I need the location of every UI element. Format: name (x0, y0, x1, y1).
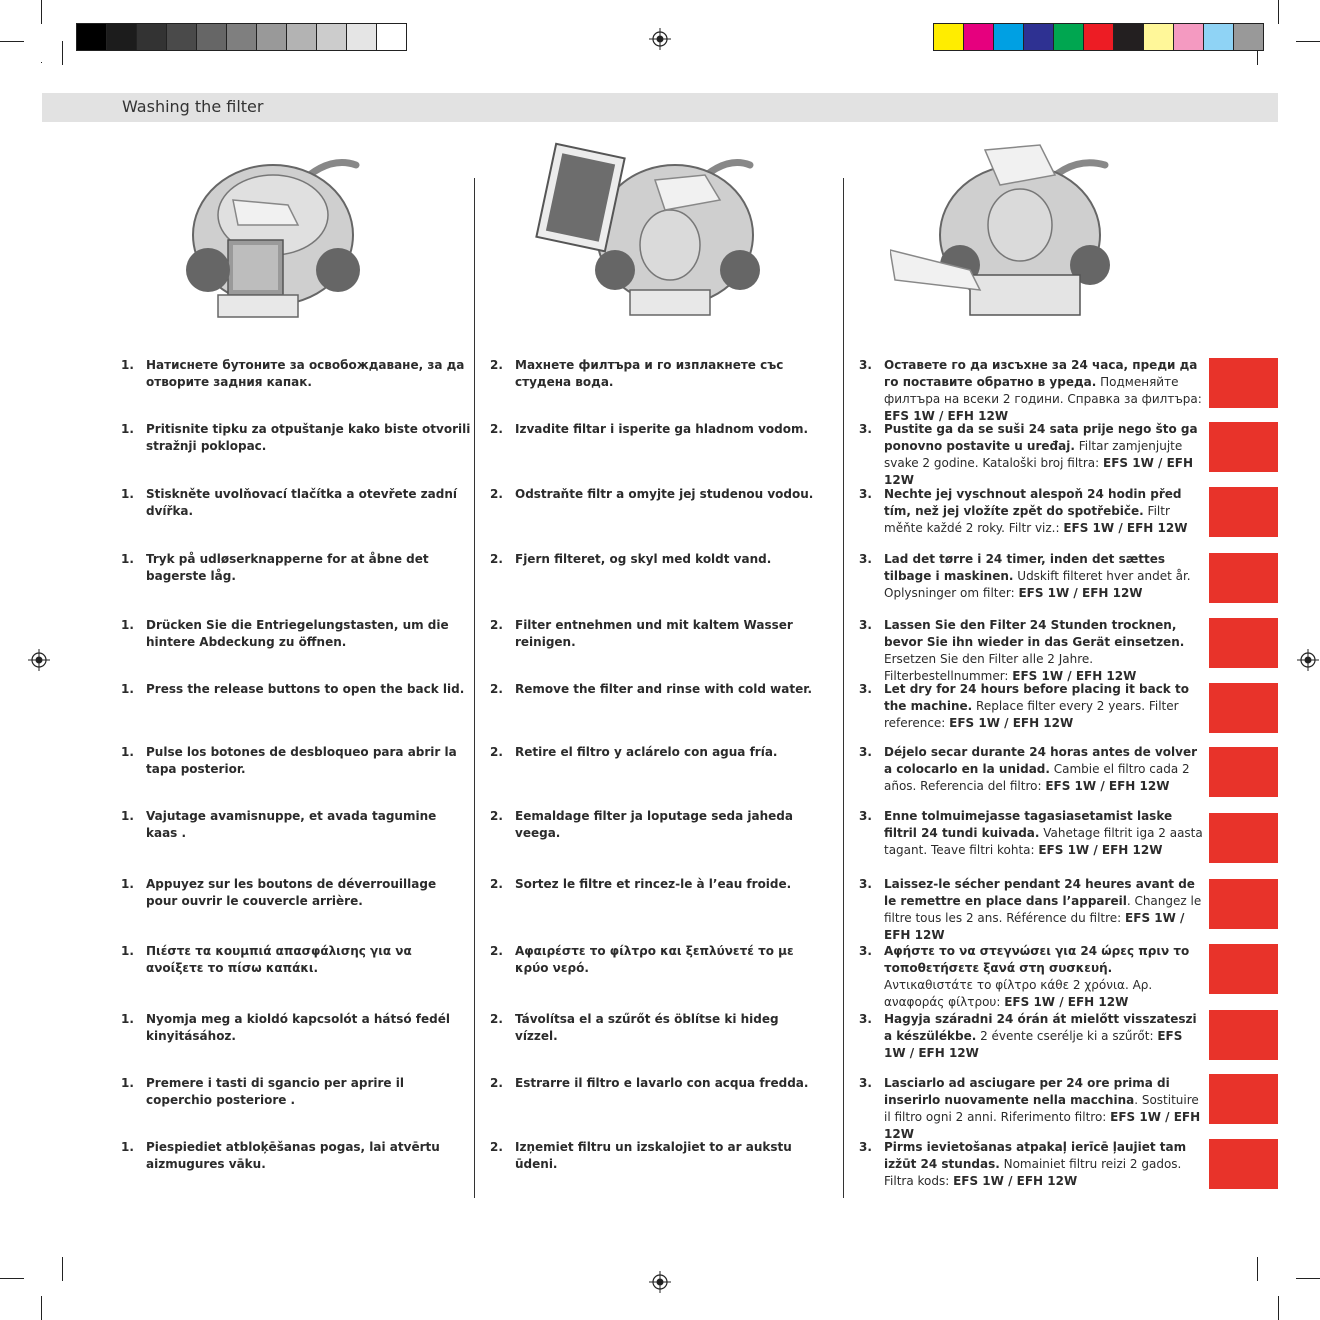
instruction-text: Махнете филтъра и го изплакнете със студена вода. (515, 358, 784, 389)
instruction-text: Pritisnite tipku za otpuštanje kako biste otvorili stražnji poklopac. (146, 422, 471, 453)
color-swatch (964, 24, 994, 50)
step-number: 2. (490, 809, 503, 823)
step-number: 3. (859, 877, 872, 891)
instruction-bold: Laissez-le sécher pendant 24 heures avant de le remettre en place dans l’appareil (884, 877, 1195, 908)
instruction-text (884, 421, 1204, 489)
crop-mark (41, 62, 42, 63)
instruction-text (884, 943, 1204, 1011)
color-swatch (1174, 24, 1204, 50)
instruction-text: Press the release buttons to open the back lid. (146, 682, 465, 696)
crop-mark (1296, 1278, 1320, 1279)
crop-mark (62, 1257, 63, 1281)
step-number: 2. (490, 944, 503, 958)
instruction-text: Drücken Sie die Entriegelungstasten, um die hintere Abdeckung zu öffnen. (146, 618, 449, 649)
instruction-detail: Αντικαθιστάτε το φίλτρο κάθε 2 χρόνια. Αρ. αναφοράς φίλτρου: (884, 978, 1153, 1009)
instruction-bold: Pustite ga da se suši 24 sata prije nego što ga ponovno postavite u uređaj. (884, 422, 1198, 453)
color-swatch (317, 24, 347, 50)
step-number: 2. (490, 422, 503, 436)
color-swatch (287, 24, 317, 50)
instruction-detail: Vahetage filtrit iga 2 aasta tagant. Teave filtri kohta: (884, 826, 1203, 857)
crop-mark (1278, 1296, 1279, 1320)
crop-mark (1296, 41, 1320, 42)
instruction-bold: Lassen Sie den Filter 24 Stunden trocknen, bevor Sie ihn wieder in das Gerät einsetzen. (884, 618, 1185, 649)
step-number: 3. (859, 422, 872, 436)
filter-code: EFS 1W / EFH 12W (1012, 669, 1137, 683)
registration-mark-icon (28, 649, 50, 671)
registration-mark-icon (649, 28, 671, 50)
step-number: 2. (490, 618, 503, 632)
step-number: 3. (859, 682, 872, 696)
instruction-text (884, 1075, 1204, 1143)
step-number: 3. (859, 944, 872, 958)
instruction-text (884, 744, 1204, 795)
filter-code: EFS 1W / EFH 12W (884, 1110, 1201, 1141)
filter-code: EFS 1W / EFH 12W (884, 456, 1194, 487)
step-number: 1. (121, 1076, 134, 1090)
step-number: 3. (859, 487, 872, 501)
step-number: 3. (859, 1012, 872, 1026)
instruction-text: Eemaldage filter ja loputage seda jaheda veega. (515, 809, 793, 840)
instruction-text: Sortez le filtre et rincez-le à l’eau froide. (515, 877, 792, 891)
language-tab (1209, 813, 1278, 863)
filter-code: EFS 1W / EFH 12W (884, 409, 1009, 423)
instruction-text: Estrarre il filtro e lavarlo con acqua fredda. (515, 1076, 809, 1090)
color-swatch (1204, 24, 1234, 50)
section-header (42, 93, 1278, 122)
step-number: 2. (490, 682, 503, 696)
instruction-detail: . Sostituire il filtro ogni 2 anni. Riferimento filtro: (884, 1093, 1199, 1124)
instruction-text (884, 876, 1204, 944)
instruction-text (884, 808, 1204, 859)
step-number: 2. (490, 1076, 503, 1090)
registration-mark-icon (1297, 649, 1319, 671)
language-tab (1209, 618, 1278, 668)
instruction-text: Fjern filteret, og skyl med koldt vand. (515, 552, 772, 566)
step-number: 3. (859, 809, 872, 823)
language-tab (1209, 1139, 1278, 1189)
step-number: 1. (121, 745, 134, 759)
step-number: 1. (121, 809, 134, 823)
instruction-text: Πιέστε τα κουμπιά απασφάλισης για να ανοίξετε το πίσω καπάκι. (146, 944, 412, 975)
instruction-text: Filter entnehmen und mit kaltem Wasser reinigen. (515, 618, 793, 649)
filter-code: EFS 1W / EFH 12W (1018, 586, 1143, 600)
step-number: 1. (121, 618, 134, 632)
instruction-text: Stiskněte uvolňovací tlačítka a otevřete zadní dvířka. (146, 487, 458, 518)
step-number: 2. (490, 1012, 503, 1026)
instruction-bold: Enne tolmuimejasse tagasiasetamist laske filtril 24 tundi kuivada. (884, 809, 1173, 840)
language-tab (1209, 683, 1278, 733)
vacuum-remove-filter-illustration (535, 140, 765, 325)
color-swatch (167, 24, 197, 50)
language-tab (1209, 487, 1278, 537)
instruction-text (884, 1011, 1204, 1062)
color-swatch (1084, 24, 1114, 50)
instruction-bold: Pirms ievietošanas atpakaļ ierīcē ļaujiet tam izžūt 24 stundas. (884, 1140, 1187, 1171)
instruction-text: Αφαιρέστε το φίλτρο και ξεπλύνετέ το με κρύο νερό. (515, 944, 794, 975)
instruction-detail: Nomainiet filtru reizi 2 gados. Filtra kods: (884, 1157, 1182, 1188)
color-calibration-bar (933, 23, 1264, 51)
instruction-text: Натиснете бутоните за освобождаване, за да отворите задния капак. (146, 358, 465, 389)
color-swatch (1054, 24, 1084, 50)
instruction-detail: Ersetzen Sie den Filter alle 2 Jahre. Filterbestellnummer: (884, 652, 1094, 683)
instruction-detail: Cambie el filtro cada 2 años. Referencia del filtro: (884, 762, 1190, 793)
filter-code: EFS 1W / EFH 12W (1063, 521, 1188, 535)
crop-mark (41, 1296, 42, 1320)
language-tab (1209, 553, 1278, 603)
step-number: 2. (490, 877, 503, 891)
step-number: 2. (490, 358, 503, 372)
instruction-text: Odstraňte filtr a omyjte jej studenou vodou. (515, 487, 814, 501)
instruction-text (884, 357, 1204, 425)
instruction-detail: 2 évente cserélje ki a szűrőt: (976, 1029, 1158, 1043)
crop-mark (62, 41, 63, 65)
color-swatch (1114, 24, 1144, 50)
color-swatch (994, 24, 1024, 50)
instruction-text: Appuyez sur les boutons de déverrouillage pour ouvrir le couvercle arrière. (146, 877, 437, 908)
step-number: 2. (490, 1140, 503, 1154)
instruction-bold: Αφήστε το να στεγνώσει για 24 ώρες πριν το τοποθετήσετε ξανά στη συσκευή. (884, 944, 1190, 975)
color-swatch (347, 24, 377, 50)
language-tab (1209, 747, 1278, 797)
instruction-text: Távolítsa el a szűrőt és öblítse ki hideg vízzel. (515, 1012, 779, 1043)
filter-code: EFS 1W / EFH 12W (949, 716, 1074, 730)
color-swatch (1024, 24, 1054, 50)
instruction-text: Izvadite filtar i isperite ga hladnom vodom. (515, 422, 809, 436)
step-number: 1. (121, 944, 134, 958)
instruction-text: Retire el filtro y aclárelo con agua fría. (515, 745, 778, 759)
instruction-text: Pulse los botones de desbloqueo para abrir la tapa posterior. (146, 745, 457, 776)
language-tab (1209, 944, 1278, 994)
instruction-text: Remove the filter and rinse with cold water. (515, 682, 812, 696)
filter-code: EFS 1W / EFH 12W (884, 1029, 1183, 1060)
instruction-text: Tryk på udløserknapperne for at åbne det bagerste låg. (146, 552, 429, 583)
instruction-text (884, 486, 1204, 537)
instruction-detail: Replace filter every 2 years. Filter reference: (884, 699, 1179, 730)
crop-mark (1257, 1257, 1258, 1281)
instruction-text: Piespiediet atbloķēšanas pogas, lai atvērtu aizmugures vāku. (146, 1140, 440, 1171)
page-title: Washing the filter (122, 97, 264, 116)
color-swatch (77, 24, 107, 50)
step-number: 1. (121, 1140, 134, 1154)
step-number: 3. (859, 1076, 872, 1090)
filter-code: EFS 1W / EFH 12W (1045, 779, 1170, 793)
step-number: 3. (859, 618, 872, 632)
instruction-bold: Hagyja száradni 24 órán át mielőtt visszateszi a készülékbe. (884, 1012, 1197, 1043)
instruction-text: Nyomja meg a kioldó kapcsolót a hátsó fedél kinyitásához. (146, 1012, 451, 1043)
instruction-text (884, 681, 1204, 732)
column-divider (843, 178, 844, 1198)
crop-mark (0, 41, 24, 42)
vacuum-open-back-lid-illustration (178, 145, 368, 325)
instruction-detail: Filtar zamjenjujte svake 2 godine. Kataloški broj filtra: (884, 439, 1183, 470)
step-number: 3. (859, 358, 872, 372)
step-number: 1. (121, 552, 134, 566)
instruction-bold: Lad det tørre i 24 timer, inden det sættes tilbage i maskinen. (884, 552, 1166, 583)
instruction-detail: . Changez le filtre tous les 2 ans. Référence du filtre: (884, 894, 1202, 925)
color-swatch (137, 24, 167, 50)
color-swatch (197, 24, 227, 50)
column-divider (474, 178, 475, 1198)
color-swatch (227, 24, 257, 50)
filter-code: EFS 1W / EFH 12W (884, 911, 1185, 942)
instruction-text: Premere i tasti di sgancio per aprire il coperchio posteriore . (146, 1076, 404, 1107)
instruction-detail: Filtr měňte každé 2 roky. Filtr viz.: (884, 504, 1170, 535)
grayscale-calibration-bar (76, 23, 407, 51)
language-tab (1209, 1074, 1278, 1124)
crop-mark (41, 0, 42, 24)
crop-mark (1278, 0, 1279, 24)
instruction-bold: Nechte jej vyschnout alespoň 24 hodin před tím, než jej vložíte zpět do spotřebiče. (884, 487, 1182, 518)
instruction-text (884, 1139, 1204, 1190)
color-swatch (1234, 24, 1263, 50)
step-number: 1. (121, 487, 134, 501)
instruction-detail: Udskift filteret hver andet år. Oplysninger om filter: (884, 569, 1191, 600)
language-tab (1209, 422, 1278, 472)
step-number: 3. (859, 745, 872, 759)
step-number: 3. (859, 1140, 872, 1154)
color-swatch (107, 24, 137, 50)
step-number: 1. (121, 682, 134, 696)
registration-mark-icon (649, 1271, 671, 1293)
step-number: 2. (490, 745, 503, 759)
step-number: 1. (121, 422, 134, 436)
vacuum-insert-filter-illustration (890, 140, 1120, 330)
instruction-text: Izņemiet filtru un izskalojiet to ar aukstu ūdeni. (515, 1140, 792, 1171)
step-number: 3. (859, 552, 872, 566)
language-tab (1209, 1010, 1278, 1060)
instruction-bold: Оставете го да изсъхне за 24 часа, преди да го поставите обратно в уреда. (884, 358, 1198, 389)
color-swatch (377, 24, 406, 50)
step-number: 2. (490, 487, 503, 501)
step-number: 2. (490, 552, 503, 566)
color-swatch (934, 24, 964, 50)
instruction-bold: Déjelo secar durante 24 horas antes de volver a colocarlo en la unidad. (884, 745, 1198, 776)
language-tab (1209, 358, 1278, 408)
step-number: 1. (121, 877, 134, 891)
instruction-bold: Let dry for 24 hours before placing it back to the machine. (884, 682, 1189, 713)
instruction-detail: Подменяйте филтъра на всеки 2 години. Справка за филтъра: (884, 375, 1202, 406)
instruction-text: Vajutage avamisnuppe, et avada tagumine kaas . (146, 809, 437, 840)
instruction-text (884, 551, 1204, 602)
language-tab (1209, 879, 1278, 929)
color-swatch (257, 24, 287, 50)
filter-code: EFS 1W / EFH 12W (1004, 995, 1129, 1009)
step-number: 1. (121, 358, 134, 372)
instruction-text (884, 617, 1204, 685)
crop-mark (0, 1278, 24, 1279)
filter-code: EFS 1W / EFH 12W (1038, 843, 1163, 857)
filter-code: EFS 1W / EFH 12W (953, 1174, 1078, 1188)
step-number: 1. (121, 1012, 134, 1026)
instruction-bold: Lasciarlo ad asciugare per 24 ore prima di inserirlo nuovamente nella macchina (884, 1076, 1170, 1107)
color-swatch (1144, 24, 1174, 50)
